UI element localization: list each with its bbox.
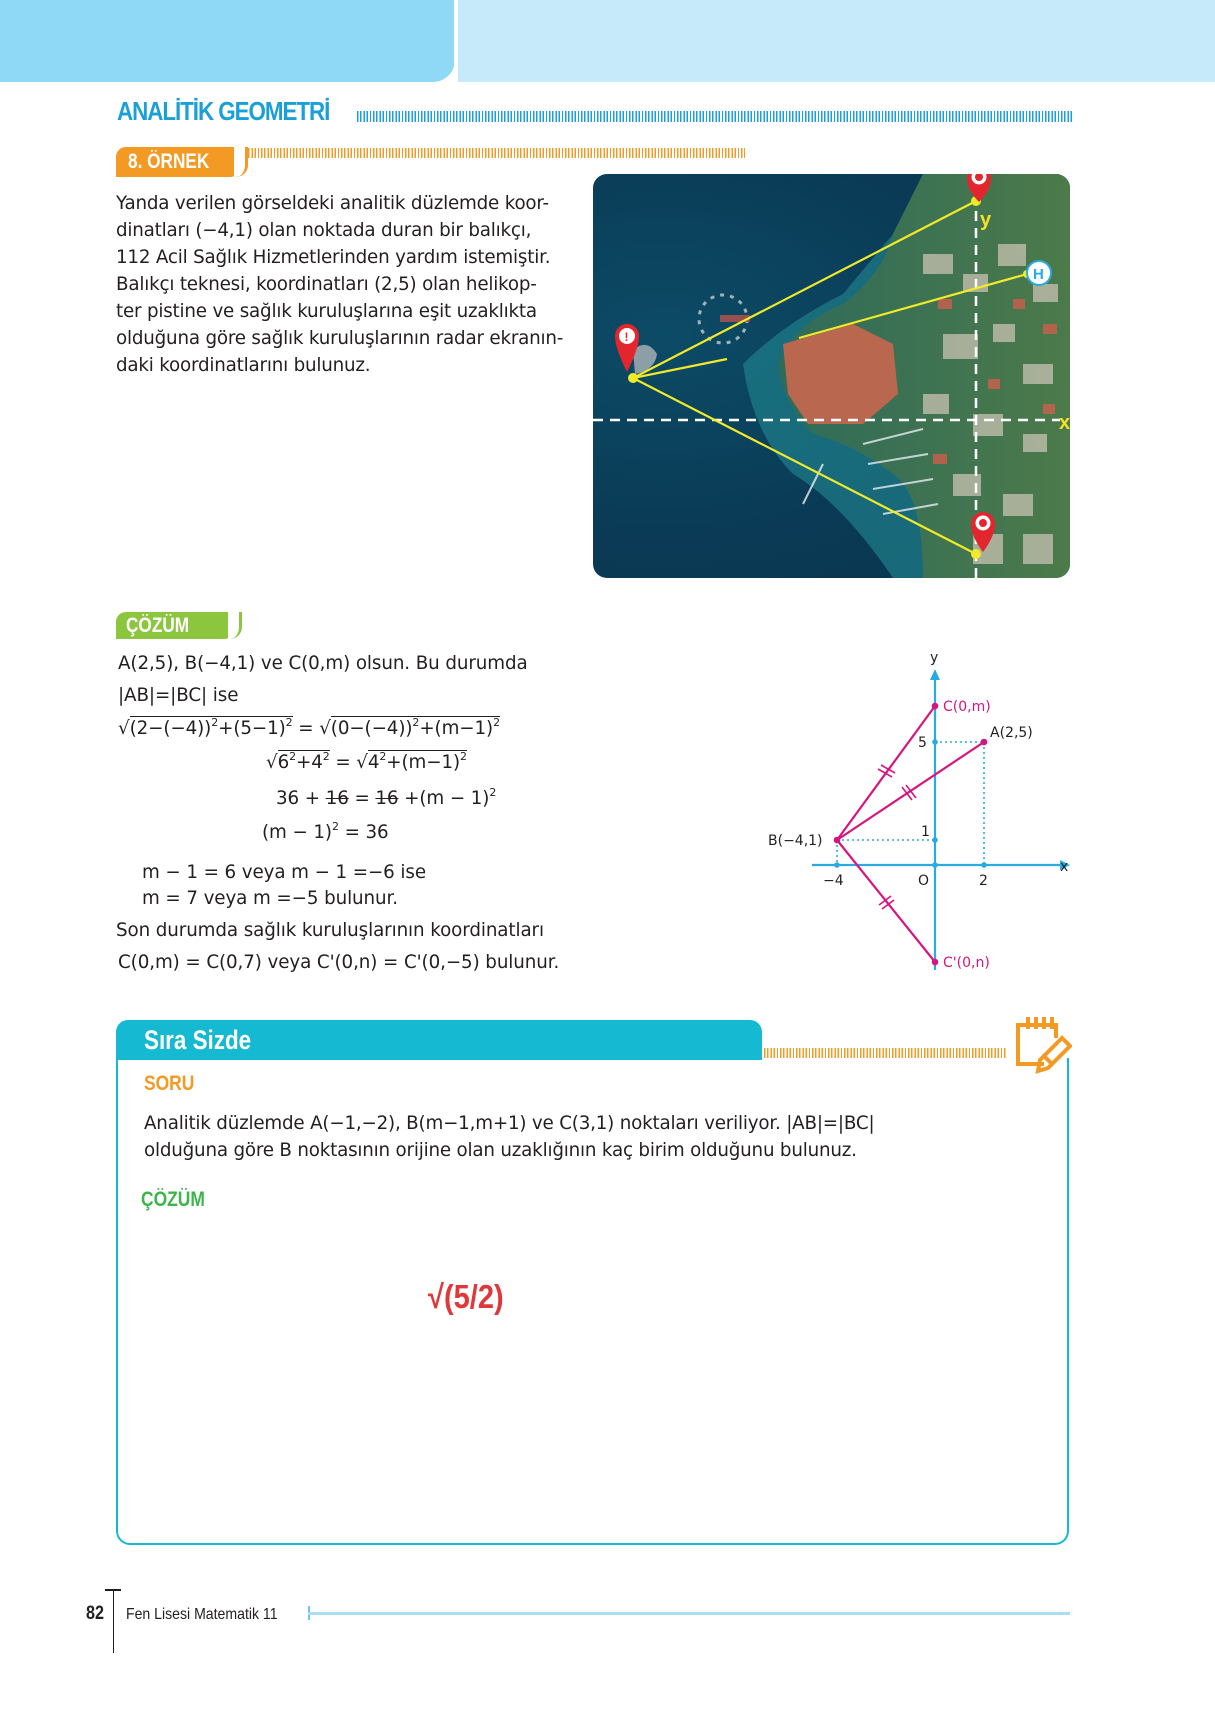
sqrt-icon: √ <box>118 718 130 739</box>
question-text <box>144 1110 1044 1164</box>
example-tab-label: 8. ÖRNEK <box>128 150 210 173</box>
solution-tab <box>116 612 234 639</box>
problem-line: dinatları (−4,1) olan noktada duran bir balıkçı, <box>116 220 532 241</box>
svg-text:y: y <box>930 650 939 666</box>
chapter-title-rule <box>357 111 1072 122</box>
tab-curl <box>228 612 242 639</box>
top-band <box>458 0 1215 82</box>
page-number: 82 <box>86 1603 104 1624</box>
svg-text:A(2,5): A(2,5) <box>990 725 1033 741</box>
solution-line: m − 1 = 6 veya m − 1 =−6 ise <box>142 862 426 883</box>
svg-text:1: 1 <box>921 824 930 840</box>
equation-line-2: $√6^2+4^2 = √4^2+(m-1)^2$ <box>266 750 467 773</box>
svg-text:y: y <box>980 209 992 231</box>
solution-line: m = 7 veya m =−5 bulunur. <box>142 888 398 909</box>
question-line: olduğuna göre B noktasının orijine olan uzaklığının kaç birim olduğunu bulunuz. <box>144 1140 857 1161</box>
problem-line: 112 Acil Sağlık Hizmetlerinden yardım istemiştir. <box>116 247 551 268</box>
top-band-separator <box>445 0 457 82</box>
problem-line: Balıkçı teknesi, koordinatları (2,5) olan helikop- <box>116 274 537 295</box>
sqrt-icon: √ <box>356 752 368 773</box>
svg-text:B(−4,1): B(−4,1) <box>768 833 823 849</box>
solution-line: Son durumda sağlık kuruluşlarının koordinatları <box>116 920 544 941</box>
aerial-map-photo <box>593 174 1070 578</box>
svg-text:H: H <box>1033 266 1044 283</box>
practice-title: Sıra Sizde <box>144 1025 252 1055</box>
svg-text:C'(0,n): C'(0,n) <box>943 955 990 971</box>
solution-line: A(2,5), B(−4,1) ve C(0,m) olsun. Bu durumda <box>118 653 528 674</box>
book-title: Fen Lisesi Matematik 11 <box>126 1606 278 1623</box>
solution-line: |AB|=|BC| ise <box>118 685 239 706</box>
svg-text:−4: −4 <box>823 873 844 889</box>
svg-text:2: 2 <box>979 873 988 889</box>
top-band-tab <box>0 0 455 82</box>
svg-text:!: ! <box>624 330 629 344</box>
svg-text:O: O <box>918 873 930 889</box>
footer-rule <box>308 1612 1070 1615</box>
problem-line: ter pistine ve sağlık kuruluşlarına eşit uzaklıkta <box>116 301 537 322</box>
footer-divider <box>113 1589 114 1653</box>
svg-text:x: x <box>1059 412 1070 434</box>
svg-text:C(0,m): C(0,m) <box>943 699 991 715</box>
problem-line: daki koordinatlarını bulunuz. <box>116 355 371 376</box>
svg-text:5: 5 <box>918 735 927 751</box>
sqrt-icon: √ <box>266 752 278 773</box>
svg-text:x: x <box>1060 859 1069 875</box>
question-line: Analitik düzlemde A(−1,−2), B(m−1,m+1) ve C(3,1) noktaları veriliyor. |AB|=|BC| <box>144 1113 875 1134</box>
problem-line: olduğuna göre sağlık kuruluşlarının radar ekranın- <box>116 328 564 349</box>
solution-tab-label: ÇÖZÜM <box>126 614 190 637</box>
example-rule <box>245 148 745 158</box>
solution-line: C(0,m) = C(0,7) veya C'(0,n) = C'(0,−5) bulunur. <box>118 952 560 973</box>
practice-solution-label: ÇÖZÜM <box>141 1188 205 1211</box>
practice-rule <box>764 1048 1006 1058</box>
practice-header <box>116 1020 762 1060</box>
question-label: SORU <box>144 1072 195 1095</box>
chapter-title: ANALİTİK GEOMETRİ <box>117 96 330 126</box>
coordinate-graph <box>760 640 1080 980</box>
notepad-pencil-icon <box>1010 1016 1072 1074</box>
problem-line: Yanda verilen görseldeki analitik düzlemde koor- <box>116 193 549 214</box>
equation-line-1: $√(2-(-4))^2+(5-1)^2 = √(0-(-4))^2+(m-1)^2$ <box>118 716 500 739</box>
handwritten-answer: √(5/2) <box>428 1278 504 1315</box>
equation-line-4: $(m - 1)^2 = 36$ <box>262 820 389 843</box>
example-tab <box>116 147 240 177</box>
problem-text <box>116 190 564 379</box>
sqrt-icon: √ <box>319 718 331 739</box>
equation-line-3: $36 + 16 = 16 +(m - 1)^2$ <box>276 786 497 809</box>
